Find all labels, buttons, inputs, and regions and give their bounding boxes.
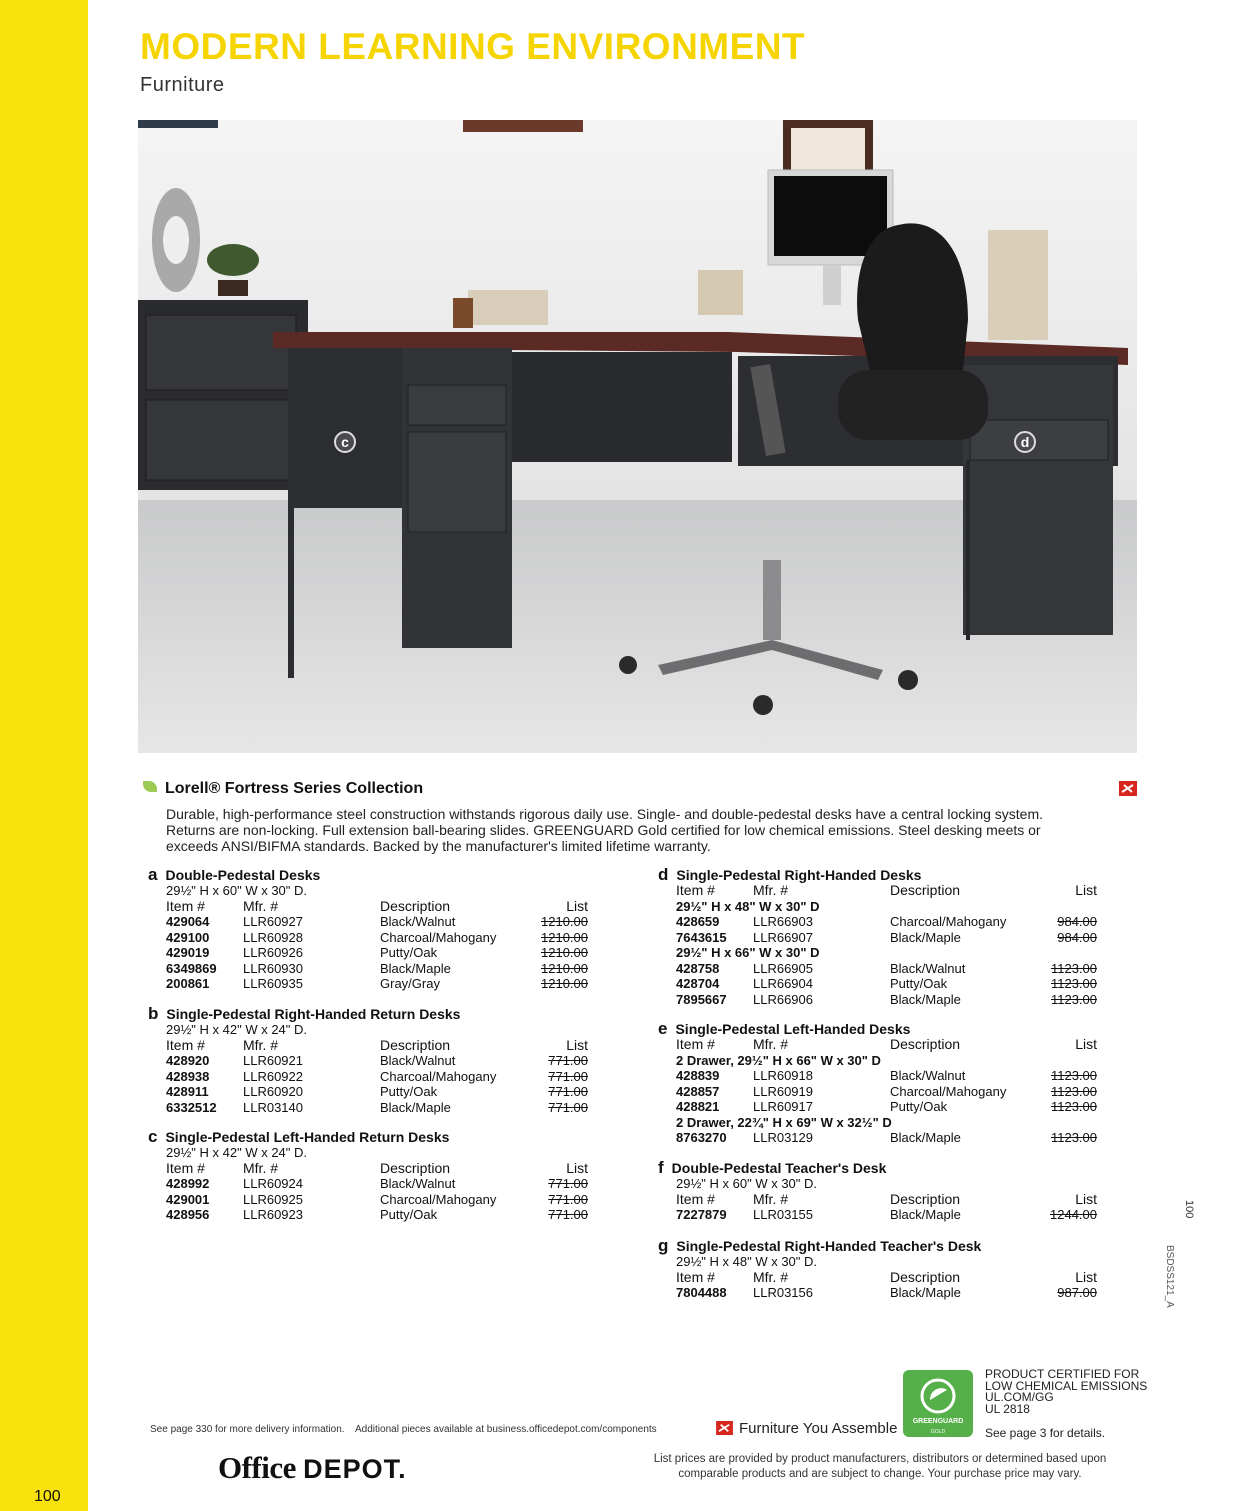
section-heading bbox=[148, 1004, 588, 1023]
description: Black/Walnut bbox=[890, 1068, 966, 1083]
description: Gray/Gray bbox=[380, 976, 440, 991]
table-row bbox=[676, 930, 1097, 946]
table-row bbox=[166, 930, 588, 946]
section-heading bbox=[658, 865, 1097, 884]
description: Black/Maple bbox=[890, 1285, 961, 1300]
section-heading bbox=[148, 1127, 588, 1146]
list-price: 1210.00 bbox=[541, 929, 588, 945]
column-header-desc: Description bbox=[890, 882, 961, 898]
item-number: 428758 bbox=[676, 960, 720, 976]
section-title: Single-Pedestal Left-Handed Return Desks bbox=[165, 1129, 450, 1145]
description: Putty/Oak bbox=[380, 945, 438, 960]
mfr-number: LLR03140 bbox=[243, 1099, 303, 1115]
description: Putty/Oak bbox=[380, 1207, 438, 1222]
greenguard-leaf-icon bbox=[903, 1370, 973, 1437]
greenguard-label: GREENGUARD bbox=[912, 1418, 964, 1425]
collection-title: Lorell® Fortress Series Collection bbox=[165, 780, 424, 797]
description: Putty/Oak bbox=[380, 1084, 438, 1099]
column-header-row bbox=[676, 1270, 1097, 1286]
section-letter: g bbox=[658, 1236, 669, 1255]
column-header-desc: Description bbox=[890, 1268, 961, 1285]
list-price: 1123.00 bbox=[1050, 1099, 1097, 1114]
description: Charcoal/Mahogany bbox=[380, 1191, 497, 1207]
dimension-text: 29½" H x 48" W x 30" D bbox=[676, 898, 820, 914]
table-row bbox=[676, 976, 1097, 992]
mfr-number: LLR03155 bbox=[753, 1207, 813, 1222]
dimension-row bbox=[676, 899, 1097, 915]
list-price: 1210.00 bbox=[541, 914, 588, 929]
item-number: 428938 bbox=[166, 1068, 210, 1084]
assemble-icon bbox=[716, 1421, 733, 1435]
list-price: 771.00 bbox=[548, 1099, 588, 1115]
column-header-desc: Description bbox=[380, 1036, 451, 1053]
page-subtitle: Furniture bbox=[140, 74, 225, 96]
mfr-number: LLR60921 bbox=[243, 1053, 303, 1068]
delivery-note: See page 330 for more delivery information. bbox=[150, 1424, 345, 1435]
section-letter: b bbox=[148, 1004, 159, 1023]
section-e bbox=[658, 1019, 1097, 1146]
mfr-number: LLR66907 bbox=[753, 929, 813, 945]
dimension-row bbox=[676, 1176, 1097, 1192]
mfr-number: LLR60924 bbox=[243, 1176, 303, 1191]
list-price: 1123.00 bbox=[1050, 976, 1097, 991]
section-heading bbox=[658, 1019, 1097, 1038]
office-depot-logo bbox=[218, 1450, 407, 1486]
mfr-number: LLR60917 bbox=[753, 1099, 813, 1114]
yellow-side-bar bbox=[0, 0, 88, 1511]
item-number: 7895667 bbox=[676, 991, 727, 1007]
column-header-list: List bbox=[566, 1159, 588, 1176]
dimension-row bbox=[166, 1022, 588, 1038]
dimension-text: 29½" H x 42" W x 24" D. bbox=[166, 1022, 308, 1037]
page-title: MODERN LEARNING ENVIRONMENT bbox=[140, 26, 806, 67]
table-row bbox=[676, 992, 1097, 1008]
item-number: 7804488 bbox=[676, 1285, 727, 1300]
section-b bbox=[148, 1004, 588, 1115]
dimension-text: 29½" H x 48" W x 30" D. bbox=[676, 1254, 818, 1269]
section-letter: d bbox=[658, 865, 669, 884]
list-price: 1210.00 bbox=[541, 976, 588, 991]
item-number: 7643615 bbox=[676, 929, 727, 945]
additional-pieces-note: Additional pieces available at business.officedepot.com/components bbox=[355, 1424, 657, 1435]
list-price: 771.00 bbox=[548, 1084, 588, 1099]
column-header-row bbox=[676, 883, 1097, 899]
dimension-text: 29½" H x 42" W x 24" D. bbox=[166, 1145, 308, 1160]
desk-scene-illustration bbox=[138, 120, 1137, 753]
mfr-number: LLR03156 bbox=[753, 1285, 813, 1300]
greenguard-badge bbox=[903, 1370, 973, 1437]
list-price: 984.00 bbox=[1057, 929, 1097, 945]
column-header-list: List bbox=[1075, 882, 1097, 898]
list-price: 771.00 bbox=[548, 1053, 588, 1068]
mfr-number: LLR60919 bbox=[753, 1083, 813, 1099]
list-price: 771.00 bbox=[548, 1207, 588, 1222]
table-row bbox=[166, 1207, 588, 1223]
product-photo bbox=[138, 120, 1137, 753]
mfr-number: LLR66906 bbox=[753, 991, 813, 1007]
column-header-row bbox=[676, 1192, 1097, 1208]
column-header-item: Item # bbox=[676, 1190, 715, 1207]
mfr-number: LLR60925 bbox=[243, 1191, 303, 1207]
list-price: 1123.00 bbox=[1050, 1083, 1097, 1099]
dimension-row bbox=[676, 945, 1097, 961]
dimension-text: 2 Drawer, 22¾" H x 69" W x 32½" D bbox=[676, 1114, 892, 1130]
description: Black/Walnut bbox=[890, 960, 966, 976]
table-row bbox=[676, 914, 1097, 930]
column-header-desc: Description bbox=[890, 1036, 961, 1052]
dimension-row bbox=[166, 1145, 588, 1161]
description: Black/Maple bbox=[890, 1207, 961, 1222]
table-row bbox=[166, 945, 588, 961]
mfr-number: LLR60930 bbox=[243, 960, 303, 976]
item-number: 428821 bbox=[676, 1099, 720, 1114]
item-number: 428956 bbox=[166, 1207, 210, 1222]
section-title: Single-Pedestal Right-Handed Return Desks bbox=[166, 1006, 461, 1022]
description: Black/Maple bbox=[890, 1130, 961, 1145]
column-header-mfr: Mfr. # bbox=[753, 882, 789, 898]
section-letter: f bbox=[658, 1158, 664, 1177]
dimension-text: 29½" H x 66" W x 30" D bbox=[676, 945, 820, 960]
description: Putty/Oak bbox=[890, 1099, 948, 1114]
section-g bbox=[658, 1236, 1097, 1301]
list-price: 1123.00 bbox=[1050, 960, 1097, 976]
list-price: 987.00 bbox=[1057, 1285, 1097, 1300]
description: Black/Walnut bbox=[380, 914, 456, 929]
section-letter: c bbox=[148, 1127, 158, 1146]
item-number: 429100 bbox=[166, 929, 210, 945]
dimension-text: 2 Drawer, 29½" H x 66" W x 30" D bbox=[676, 1052, 881, 1068]
column-header-item: Item # bbox=[676, 1036, 715, 1052]
item-number: 428857 bbox=[676, 1083, 720, 1099]
cert-line-3: UL.COM/GG bbox=[985, 1390, 1054, 1404]
item-number: 428839 bbox=[676, 1068, 720, 1083]
leaf-icon bbox=[143, 781, 157, 792]
item-number: 7227879 bbox=[676, 1207, 727, 1222]
cert-line-2: LOW CHEMICAL EMISSIONS bbox=[985, 1378, 1148, 1393]
assemble-label: Furniture You Assemble bbox=[739, 1420, 898, 1437]
table-row bbox=[166, 914, 588, 930]
price-disclaimer: List prices are provided by product manufacturers, distributors or determined based upon comparable products and are subject to change. Your purchase price may vary. bbox=[653, 1453, 1107, 1480]
item-number: 428992 bbox=[166, 1176, 210, 1191]
column-header-mfr: Mfr. # bbox=[753, 1190, 789, 1207]
section-heading bbox=[658, 1158, 1097, 1177]
table-row bbox=[676, 1130, 1097, 1146]
description: Charcoal/Mahogany bbox=[380, 1068, 497, 1084]
column-header-list: List bbox=[1075, 1190, 1097, 1207]
description: Black/Maple bbox=[380, 1099, 451, 1115]
section-letter: a bbox=[148, 865, 158, 884]
certification-text bbox=[985, 1369, 1147, 1415]
cert-see-details: See page 3 for details. bbox=[985, 1426, 1106, 1440]
mfr-number: LLR66903 bbox=[753, 914, 813, 929]
table-row bbox=[166, 961, 588, 977]
list-price: 1123.00 bbox=[1050, 991, 1097, 1007]
column-header-list: List bbox=[566, 897, 588, 914]
greenguard-gold-label: GOLD bbox=[930, 1429, 946, 1435]
mfr-number: LLR60920 bbox=[243, 1084, 303, 1099]
mfr-number: LLR60923 bbox=[243, 1207, 303, 1222]
mfr-number: LLR66904 bbox=[753, 976, 813, 991]
list-price: 1244.00 bbox=[1050, 1207, 1097, 1222]
section-f bbox=[658, 1158, 1097, 1223]
cert-line-4: UL 2818 bbox=[985, 1401, 1030, 1416]
column-header-mfr: Mfr. # bbox=[753, 1268, 789, 1285]
collection-description: Durable, high-performance steel construction withstands rigorous daily use. Single- and double-pedestal desks have a central locking system. Returns are non-locking. Full extension ball-bearing slides. GREENGUARD Gold certified for low chemical emissions. Steel desking meets or exceeds ANSI/BIFMA standards. Backed by the manufacturer's limited lifetime warranty. bbox=[166, 806, 1044, 854]
section-title: Double-Pedestal Teacher's Desk bbox=[671, 1160, 887, 1176]
table-row bbox=[676, 961, 1097, 977]
dimension-row bbox=[676, 1254, 1097, 1270]
list-price: 1210.00 bbox=[541, 945, 588, 960]
item-number: 429001 bbox=[166, 1191, 210, 1207]
list-price: 1210.00 bbox=[541, 960, 588, 976]
dimension-text: 29½" H x 60" W x 30" D. bbox=[166, 883, 308, 898]
description: Black/Walnut bbox=[380, 1176, 456, 1191]
table-row bbox=[676, 1207, 1097, 1223]
section-letter: e bbox=[658, 1019, 668, 1038]
logo-office: Office bbox=[218, 1450, 296, 1485]
section-title: Double-Pedestal Desks bbox=[165, 867, 321, 883]
list-price: 1123.00 bbox=[1050, 1130, 1097, 1145]
item-number: 428920 bbox=[166, 1053, 210, 1068]
dimension-row bbox=[166, 883, 588, 899]
description: Black/Maple bbox=[890, 991, 961, 1007]
mfr-number: LLR60922 bbox=[243, 1068, 303, 1084]
column-header-item: Item # bbox=[166, 1036, 205, 1053]
item-number: 6349869 bbox=[166, 960, 217, 976]
column-header-desc: Description bbox=[890, 1190, 961, 1207]
description: Putty/Oak bbox=[890, 976, 948, 991]
furniture-assemble-icon bbox=[1119, 781, 1137, 796]
table-row bbox=[166, 1069, 588, 1085]
item-number: 428704 bbox=[676, 976, 720, 991]
page-number: 100 bbox=[34, 1488, 61, 1505]
column-header-row bbox=[676, 1037, 1097, 1053]
collection-heading bbox=[143, 780, 423, 798]
marker-c: c bbox=[341, 434, 349, 450]
item-number: 8763270 bbox=[676, 1130, 727, 1145]
mfr-number: LLR60935 bbox=[243, 976, 303, 991]
column-header-item: Item # bbox=[166, 1159, 205, 1176]
section-heading bbox=[148, 865, 588, 884]
item-number: 6332512 bbox=[166, 1099, 217, 1115]
list-price: 1123.00 bbox=[1050, 1068, 1097, 1083]
description: Charcoal/Mahogany bbox=[890, 1083, 1007, 1099]
column-header-list: List bbox=[1075, 1268, 1097, 1285]
item-number: 428659 bbox=[676, 914, 720, 929]
furniture-you-assemble bbox=[716, 1420, 897, 1437]
column-header-mfr: Mfr. # bbox=[243, 1159, 279, 1176]
section-title: Single-Pedestal Left-Handed Desks bbox=[675, 1021, 911, 1037]
description: Black/Maple bbox=[380, 960, 451, 976]
table-row bbox=[676, 1068, 1097, 1084]
column-header-desc: Description bbox=[380, 897, 451, 914]
column-header-item: Item # bbox=[166, 897, 205, 914]
logo-depot: DEPOT. bbox=[303, 1454, 407, 1484]
column-header-item: Item # bbox=[676, 1268, 715, 1285]
mfr-number: LLR60926 bbox=[243, 945, 303, 960]
side-page-number: 100 bbox=[1183, 1200, 1195, 1219]
section-a bbox=[148, 865, 588, 992]
section-d bbox=[658, 865, 1097, 1007]
column-header-mfr: Mfr. # bbox=[753, 1036, 789, 1052]
dimension-text: 29½" H x 60" W x 30" D. bbox=[676, 1176, 818, 1191]
table-row bbox=[676, 1285, 1097, 1301]
column-header-row bbox=[166, 899, 588, 915]
section-title: Single-Pedestal Right-Handed Desks bbox=[676, 867, 922, 883]
section-title: Single-Pedestal Right-Handed Teacher's Desk bbox=[676, 1238, 982, 1254]
column-header-mfr: Mfr. # bbox=[243, 897, 279, 914]
mfr-number: LLR60928 bbox=[243, 929, 303, 945]
mfr-number: LLR03129 bbox=[753, 1130, 813, 1145]
mfr-number: LLR66905 bbox=[753, 960, 813, 976]
column-header-row bbox=[166, 1038, 588, 1054]
list-price: 771.00 bbox=[548, 1191, 588, 1207]
item-number: 429019 bbox=[166, 945, 210, 960]
section-c bbox=[148, 1127, 588, 1223]
mfr-number: LLR60927 bbox=[243, 914, 303, 929]
table-row bbox=[676, 1099, 1097, 1115]
description: Black/Walnut bbox=[380, 1053, 456, 1068]
table-row bbox=[166, 1100, 588, 1116]
column-header-item: Item # bbox=[676, 882, 715, 898]
dimension-row bbox=[676, 1053, 1097, 1069]
item-number: 200861 bbox=[166, 976, 210, 991]
description: Charcoal/Mahogany bbox=[890, 914, 1007, 929]
section-heading bbox=[658, 1236, 1097, 1255]
side-code: BSDSS121_A bbox=[1164, 1245, 1175, 1308]
list-price: 771.00 bbox=[548, 1068, 588, 1084]
table-row bbox=[166, 1084, 588, 1100]
column-header-desc: Description bbox=[380, 1159, 451, 1176]
table-row bbox=[166, 976, 588, 992]
marker-d: d bbox=[1020, 434, 1030, 450]
column-header-list: List bbox=[566, 1036, 588, 1053]
table-row bbox=[166, 1192, 588, 1208]
list-price: 771.00 bbox=[548, 1176, 588, 1191]
table-row bbox=[166, 1053, 588, 1069]
table-row bbox=[676, 1084, 1097, 1100]
column-header-mfr: Mfr. # bbox=[243, 1036, 279, 1053]
description: Charcoal/Mahogany bbox=[380, 929, 497, 945]
item-number: 429064 bbox=[166, 914, 210, 929]
table-row bbox=[166, 1176, 588, 1192]
cert-line-1: PRODUCT CERTIFIED FOR bbox=[985, 1367, 1140, 1381]
column-header-row bbox=[166, 1161, 588, 1177]
description: Black/Maple bbox=[890, 929, 961, 945]
dimension-row bbox=[676, 1115, 1097, 1131]
column-header-list: List bbox=[1075, 1036, 1097, 1052]
item-number: 428911 bbox=[166, 1084, 209, 1099]
list-price: 984.00 bbox=[1057, 914, 1097, 929]
mfr-number: LLR60918 bbox=[753, 1068, 813, 1083]
